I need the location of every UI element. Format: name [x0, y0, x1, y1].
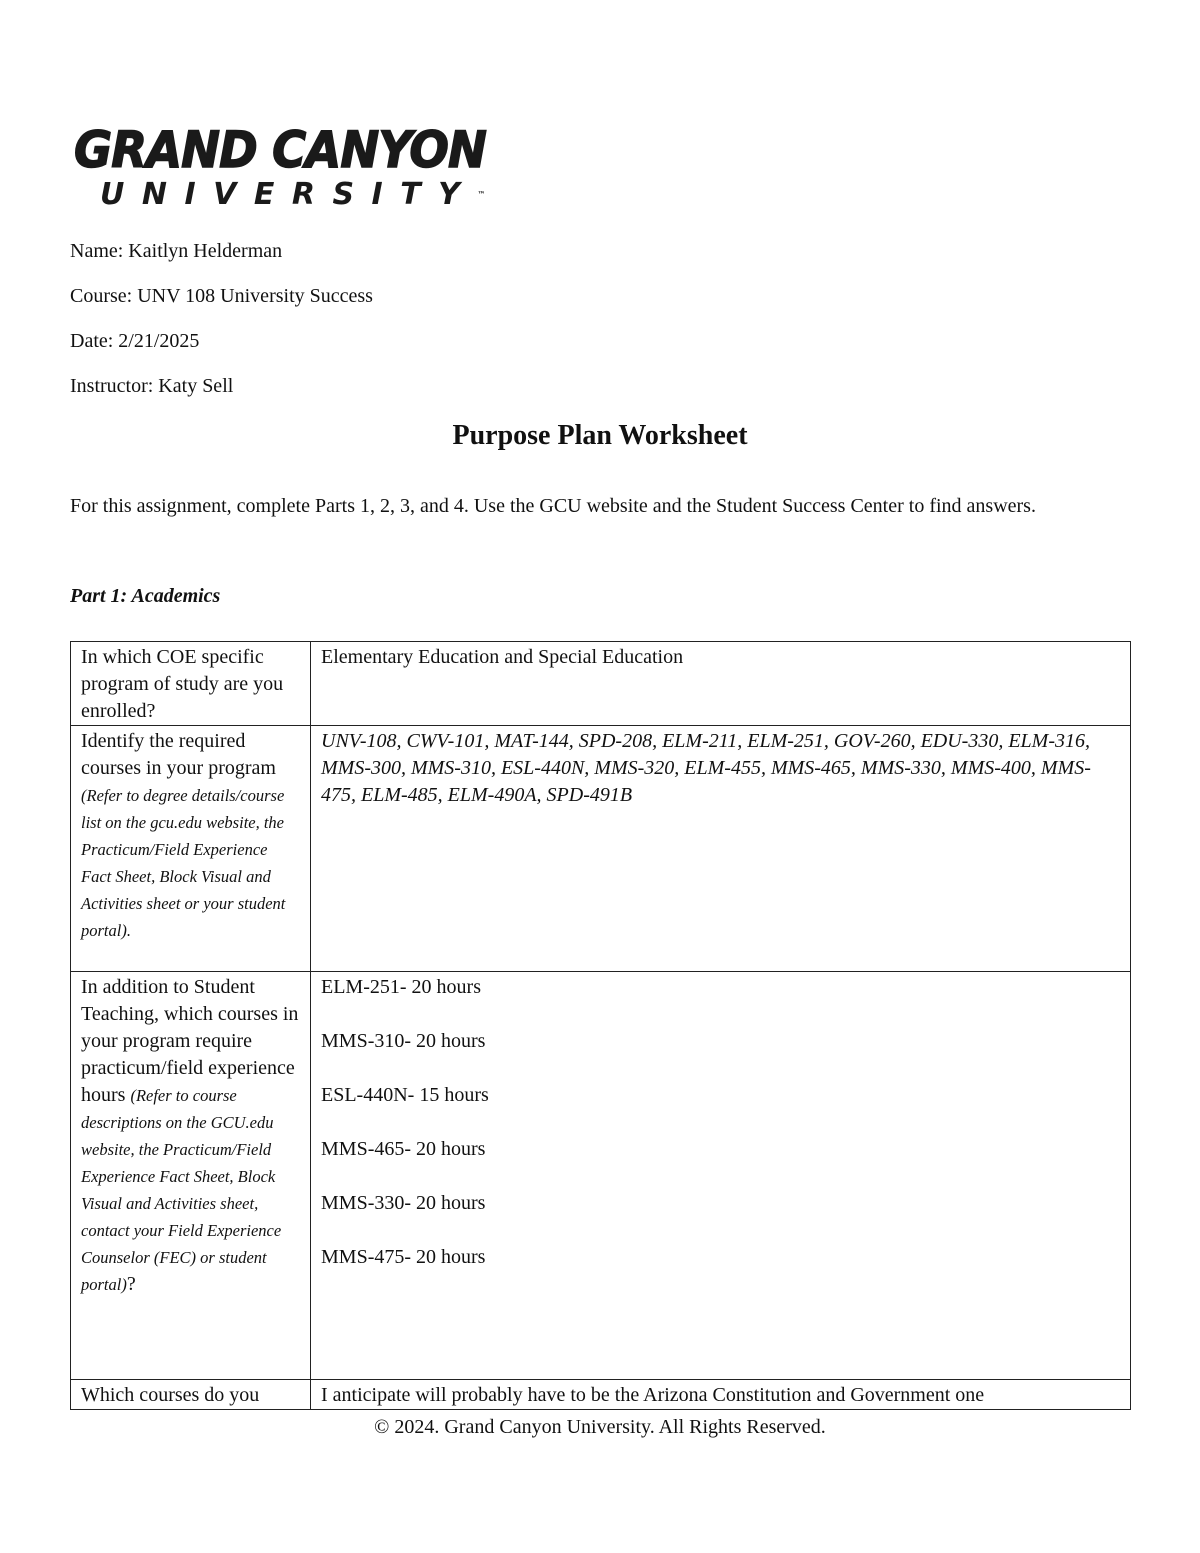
table-row	[71, 642, 1131, 726]
answer-cell	[311, 1380, 1131, 1410]
question-text: Identify the required courses in your program	[81, 730, 276, 779]
question-mark: ?	[126, 1273, 136, 1295]
question-cell	[71, 972, 311, 1380]
table-row	[71, 726, 1131, 972]
question-note: (Refer to degree details/course list on the gcu.edu website, the Practicum/Field Experience Fact Sheet, Block Visual and Activities sheet or your student portal).	[81, 786, 286, 940]
course: Course: UNV 108 University Success	[70, 285, 373, 307]
answer-text: Elementary Education and Special Education	[321, 646, 684, 668]
answer-cell	[311, 642, 1131, 726]
answer-cell	[311, 972, 1131, 1380]
question-cell	[71, 642, 311, 726]
practicum-item: ESL-440N- 15 hours	[321, 1084, 489, 1106]
gcu-logo	[74, 122, 494, 212]
practicum-item: MMS-330- 20 hours	[321, 1192, 486, 1214]
intro-text: For this assignment, complete Parts 1, 2, 3, and 4. Use the GCU website and the Student Success Center to find answers.	[70, 495, 1036, 517]
logo-university: UNIVERSITY	[100, 177, 478, 212]
copyright-footer: © 2024. Grand Canyon University. All Rights Reserved.	[374, 1416, 826, 1438]
question-cell	[71, 726, 311, 972]
logo-line1: GRAND CANYON	[74, 121, 487, 179]
answer-cell	[311, 726, 1131, 972]
page-title: Purpose Plan Worksheet	[452, 420, 748, 451]
table-row	[71, 1380, 1131, 1410]
practicum-item: ELM-251- 20 hours	[321, 976, 481, 998]
logo-trademark: ™	[477, 190, 486, 199]
date: Date: 2/21/2025	[70, 330, 200, 352]
practicum-item: MMS-310- 20 hours	[321, 1030, 486, 1052]
question-text: Which courses do you	[81, 1384, 260, 1406]
instructor: Instructor: Katy Sell	[70, 375, 234, 397]
practicum-item: MMS-465- 20 hours	[321, 1138, 486, 1160]
question-cell	[71, 1380, 311, 1410]
table-row	[71, 972, 1131, 1380]
question-note: (Refer to course descriptions on the GCU.edu website, the Practicum/Field Experience Fact Sheet, Block Visual and Activities sheet, contact your Field Experience Counselor (FEC) or student portal)	[81, 1086, 282, 1294]
answer-text: I anticipate will probably have to be the Arizona Constitution and Government one	[321, 1384, 985, 1406]
question-text: In which COE specific program of study are you enrolled?	[81, 646, 284, 722]
part-heading: Part 1: Academics	[70, 585, 221, 607]
academics-table	[70, 641, 1131, 1410]
student-name: Name: Kaitlyn Helderman	[70, 240, 283, 262]
practicum-item: MMS-475- 20 hours	[321, 1246, 486, 1268]
logo-line2	[100, 178, 494, 212]
question-text: In addition to Student Teaching, which courses in your program require practicum/field experience hours	[81, 976, 299, 1106]
required-courses: UNV-108, CWV-101, MAT-144, SPD-208, ELM-211, ELM-251, GOV-260, EDU-330, ELM-316, MMS-300, MMS-310, ESL-440N, MMS-320, ELM-455, MMS-465, MMS-330, MMS-400, MMS-475, ELM-485, ELM-490A, SPD-491B	[321, 730, 1091, 806]
